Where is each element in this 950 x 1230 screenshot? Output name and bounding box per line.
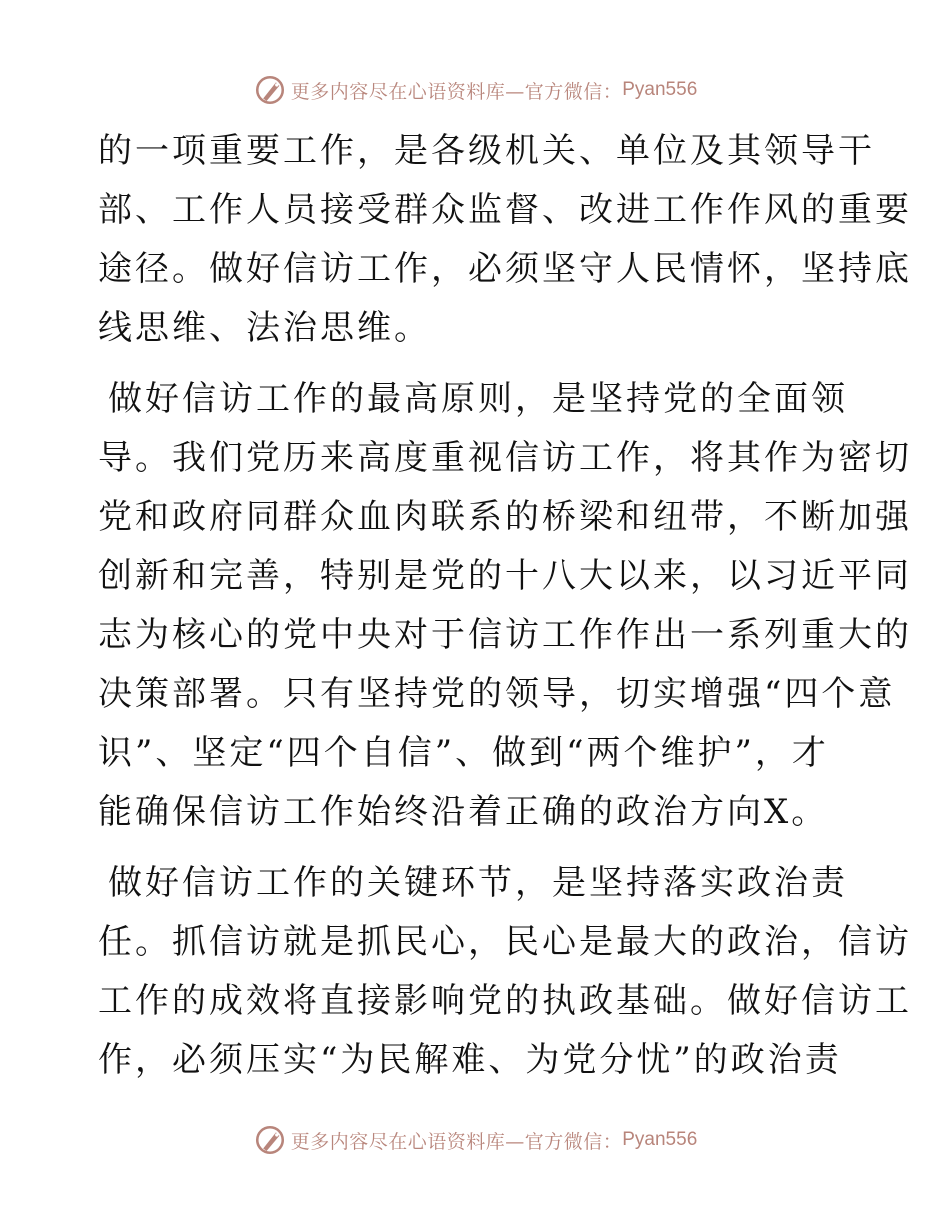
pen-nib-logo-icon — [253, 1123, 287, 1157]
text-line: 创新和完善，特别是党的十八大以来，以习近平同 — [98, 556, 912, 596]
text-line: 能确保信访工作始终沿着正确的政治方向X。 — [98, 792, 829, 832]
pen-nib-logo-icon — [253, 73, 287, 107]
text-line: 做好信访工作的关键环节，是坚持落实政治责 — [108, 863, 848, 903]
text-line: 工作的成效将直接影响党的执政基础。做好信访工 — [98, 981, 912, 1021]
watermark-text: 更多内容尽在心语资料库—官方微信： — [290, 80, 623, 103]
text-line: 志为核心的党中央对于信访工作作出一系列重大的 — [98, 615, 912, 655]
text-line: 作，必须压实“为民解难、为党分忧”的政治责 — [98, 1040, 842, 1080]
text-line: 党和政府同群众血肉联系的桥梁和纽带，不断加强 — [98, 497, 912, 537]
paragraph-3 — [98, 854, 912, 1090]
text-line: 部、工作人员接受群众监督、改进工作作风的重要 — [98, 190, 912, 230]
text-line: 导。我们党历来高度重视信访工作，将其作为密切 — [98, 438, 912, 478]
watermark-handle: Pyan556 — [622, 1129, 698, 1150]
paragraph-2 — [98, 370, 912, 842]
text-line: 任。抓信访就是抓民心，民心是最大的政治，信访 — [98, 922, 912, 962]
document-body — [98, 122, 912, 1102]
paragraph-1 — [98, 122, 912, 358]
watermark-handle: Pyan556 — [622, 79, 698, 100]
text-line: 决策部署。只有坚持党的领导，切实增强“四个意 — [98, 674, 896, 714]
watermark-text: 更多内容尽在心语资料库—官方微信： — [290, 1130, 623, 1153]
text-line: 做好信访工作的最高原则，是坚持党的全面领 — [108, 379, 848, 419]
text-line: 识”、坚定“四个自信”、做到“两个维护”，才 — [98, 733, 829, 773]
text-line: 途径。做好信访工作，必须坚守人民情怀，坚持底 — [98, 249, 912, 289]
header-watermark-banner — [0, 68, 950, 112]
text-line: 线思维、法治思维。 — [98, 308, 431, 348]
footer-watermark-banner — [0, 1118, 950, 1162]
text-line: 的一项重要工作，是各级机关、单位及其领导干 — [98, 131, 875, 171]
